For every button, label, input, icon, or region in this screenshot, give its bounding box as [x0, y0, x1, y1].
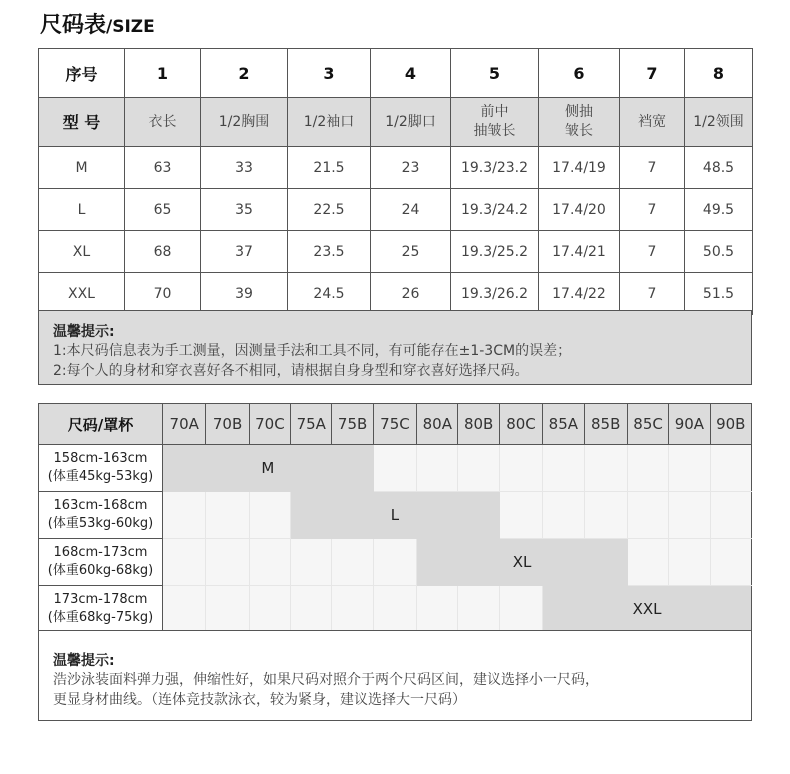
height-range: 173cm-178cm [53, 592, 148, 607]
cup-header-cell: 75C [373, 404, 416, 445]
cup-size-table [38, 403, 752, 633]
empty-cell [206, 492, 249, 539]
page-title [40, 8, 155, 39]
note-line: 2:每个人的身材和穿衣喜好各不相同，请根据自身身型和穿衣喜好选择尺码。 [53, 363, 529, 379]
weight-range: (体重45kg-53kg) [47, 469, 154, 484]
size-row [39, 231, 753, 273]
index-cell: 1 [125, 49, 201, 98]
measure-header-cell: 1/2胸围 [201, 98, 288, 147]
size-value-cell: 48.5 [685, 147, 753, 189]
empty-cell [499, 492, 542, 539]
size-range-cell: L [291, 492, 500, 539]
cup-header-cell: 85C [627, 404, 668, 445]
size-value-cell: 49.5 [685, 189, 753, 231]
cup-row [39, 586, 752, 633]
size-value-cell: 70 [125, 273, 201, 315]
cup-header-cell: 75B [332, 404, 373, 445]
size-name-cell: XXL [39, 273, 125, 315]
size-value-cell: 22.5 [288, 189, 371, 231]
empty-cell [627, 492, 668, 539]
size-value-cell: 26 [371, 273, 451, 315]
size-value-cell: 7 [620, 231, 685, 273]
size-value-cell: 24.5 [288, 273, 371, 315]
type-label: 型 号 [39, 98, 125, 147]
measure-header-cell: 衣长 [125, 98, 201, 147]
height-range: 163cm-168cm [53, 498, 148, 513]
size-note [38, 310, 752, 385]
empty-cell [417, 445, 458, 492]
cup-header-row [39, 404, 752, 445]
size-value-cell: 65 [125, 189, 201, 231]
note-title: 温馨提示: [53, 324, 115, 340]
height-range: 168cm-173cm [53, 545, 148, 560]
title-cn: 尺码表 [40, 13, 107, 38]
cup-header-cell: 70A [163, 404, 206, 445]
index-cell: 2 [201, 49, 288, 98]
fit-note [38, 630, 752, 721]
index-cell: 3 [288, 49, 371, 98]
size-value-cell: 33 [201, 147, 288, 189]
size-value-cell: 7 [620, 147, 685, 189]
cup-row [39, 492, 752, 539]
cup-header-cell: 70C [249, 404, 290, 445]
empty-cell [627, 445, 668, 492]
weight-range: (体重68kg-75kg) [47, 610, 154, 625]
index-cell: 5 [451, 49, 539, 98]
empty-cell [373, 586, 416, 633]
empty-cell [206, 539, 249, 586]
size-value-cell: 39 [201, 273, 288, 315]
empty-cell [249, 586, 290, 633]
size-row [39, 189, 753, 231]
empty-cell [332, 586, 373, 633]
note-line: 1:本尺码信息表为手工测量，因测量手法和工具不同，有可能存在±1-3CM的误差； [53, 343, 572, 359]
note-line: 浩沙泳装面料弹力强，伸缩性好，如果尺码对照介于两个尺码区间，建议选择小一尺码， [53, 672, 599, 688]
empty-cell [163, 586, 206, 633]
size-range-cell: XL [417, 539, 628, 586]
empty-cell [584, 445, 627, 492]
index-cell: 6 [539, 49, 620, 98]
index-cell: 4 [371, 49, 451, 98]
empty-cell [417, 586, 458, 633]
empty-cell [710, 539, 751, 586]
size-value-cell: 37 [201, 231, 288, 273]
height-weight-cell [39, 586, 163, 633]
empty-cell [710, 492, 751, 539]
cup-header-cell: 90A [669, 404, 710, 445]
size-table [38, 48, 753, 315]
note-title: 温馨提示: [53, 653, 115, 669]
measure-header-row [39, 98, 753, 147]
size-value-cell: 63 [125, 147, 201, 189]
empty-cell [584, 492, 627, 539]
size-value-cell: 35 [201, 189, 288, 231]
size-value-cell: 17.4/22 [539, 273, 620, 315]
size-value-cell: 17.4/19 [539, 147, 620, 189]
size-value-cell: 23 [371, 147, 451, 189]
empty-cell [163, 539, 206, 586]
empty-cell [669, 539, 710, 586]
height-weight-cell [39, 492, 163, 539]
size-range-cell: XXL [543, 586, 752, 633]
index-label: 序号 [39, 49, 125, 98]
empty-cell [543, 445, 584, 492]
empty-cell [373, 539, 416, 586]
weight-range: (体重60kg-68kg) [47, 563, 154, 578]
measure-header-cell: 侧抽 皱长 [539, 98, 620, 147]
size-value-cell: 17.4/21 [539, 231, 620, 273]
empty-cell [499, 445, 542, 492]
size-row [39, 147, 753, 189]
size-row [39, 273, 753, 315]
empty-cell [373, 445, 416, 492]
size-value-cell: 23.5 [288, 231, 371, 273]
size-value-cell: 68 [125, 231, 201, 273]
empty-cell [249, 492, 290, 539]
index-cell: 7 [620, 49, 685, 98]
cup-header-cell: 70B [206, 404, 249, 445]
size-value-cell: 19.3/26.2 [451, 273, 539, 315]
empty-cell [206, 586, 249, 633]
size-name-cell: XL [39, 231, 125, 273]
cup-header-cell: 85A [543, 404, 584, 445]
size-name-cell: M [39, 147, 125, 189]
cup-header-cell: 90B [710, 404, 751, 445]
empty-cell [543, 492, 584, 539]
size-name-cell: L [39, 189, 125, 231]
cup-header-cell: 80B [458, 404, 499, 445]
size-value-cell: 19.3/24.2 [451, 189, 539, 231]
cup-row [39, 539, 752, 586]
empty-cell [458, 445, 499, 492]
size-range-cell: M [163, 445, 374, 492]
weight-range: (体重53kg-60kg) [47, 516, 154, 531]
size-value-cell: 19.3/25.2 [451, 231, 539, 273]
size-value-cell: 19.3/23.2 [451, 147, 539, 189]
cup-header-cell: 85B [584, 404, 627, 445]
cup-row [39, 445, 752, 492]
measure-header-cell: 裆宽 [620, 98, 685, 147]
empty-cell [669, 445, 710, 492]
size-value-cell: 25 [371, 231, 451, 273]
empty-cell [627, 539, 668, 586]
cup-header-cell: 80C [499, 404, 542, 445]
empty-cell [499, 586, 542, 633]
empty-cell [291, 586, 332, 633]
empty-cell [669, 492, 710, 539]
height-weight-cell [39, 445, 163, 492]
size-value-cell: 7 [620, 273, 685, 315]
empty-cell [458, 586, 499, 633]
empty-cell [291, 539, 332, 586]
empty-cell [163, 492, 206, 539]
size-value-cell: 24 [371, 189, 451, 231]
empty-cell [332, 539, 373, 586]
cup-header-cell: 75A [291, 404, 332, 445]
size-value-cell: 50.5 [685, 231, 753, 273]
note-line: 更显身材曲线。（连体竞技款泳衣，较为紧身，建议选择大一尺码） [53, 692, 466, 708]
size-value-cell: 51.5 [685, 273, 753, 315]
measure-header-cell: 1/2领围 [685, 98, 753, 147]
title-en: /SIZE [106, 17, 155, 37]
empty-cell [249, 539, 290, 586]
index-row [39, 49, 753, 98]
size-value-cell: 7 [620, 189, 685, 231]
measure-header-cell: 1/2脚口 [371, 98, 451, 147]
height-range: 158cm-163cm [53, 451, 148, 466]
height-weight-cell [39, 539, 163, 586]
index-cell: 8 [685, 49, 753, 98]
size-value-cell: 17.4/20 [539, 189, 620, 231]
empty-cell [710, 445, 751, 492]
cup-header-cell: 80A [417, 404, 458, 445]
size-value-cell: 21.5 [288, 147, 371, 189]
measure-header-cell: 1/2袖口 [288, 98, 371, 147]
cup-header-label: 尺码/罩杯 [39, 404, 163, 445]
measure-header-cell: 前中 抽皱长 [451, 98, 539, 147]
